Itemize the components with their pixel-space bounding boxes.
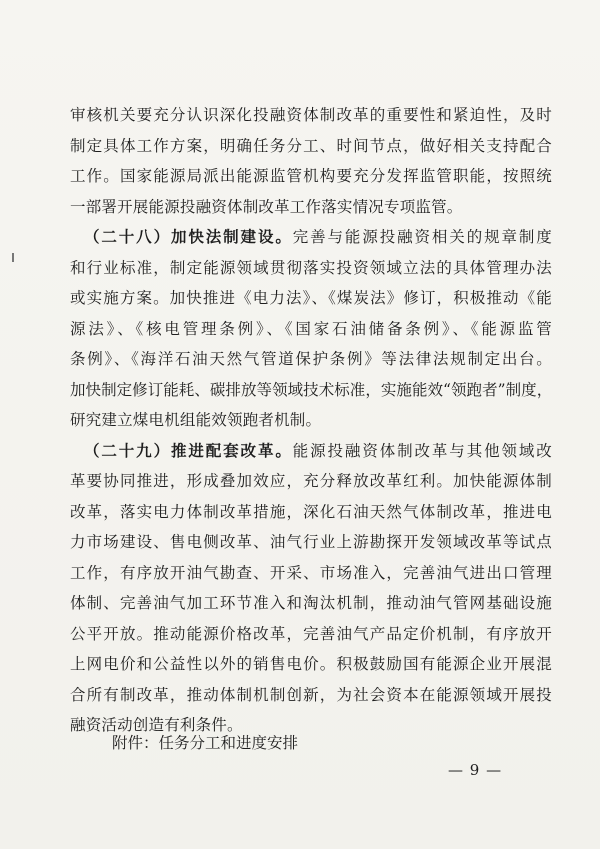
paragraph-3-line: 体制、完善油气加工环节准入和淘汰机制，推动油气管网基础设施: [70, 594, 552, 612]
paragraph-2-first-line: [70, 222, 552, 253]
paragraph-3-line: 合所有制改革，推动体制机制创新，为社会资本在能源领域开展投: [70, 685, 552, 704]
paragraph-3-line: 工作，有序放开油气勘查、开采、市场准入，完善油气进出口管理: [70, 563, 552, 582]
paragraph-2-line: 条例》、《海洋石油天然气管道保护条例》等法律法规制定出台。: [70, 350, 552, 368]
paragraph-2-line: 源法》、《核电管理条例》、《国家石油储备条例》、《能源监管: [70, 319, 552, 338]
paragraph-3-line: 改革，落实电力体制改革措施，深化石油天然气体制改革，推进电: [70, 502, 552, 521]
document-body: [70, 100, 552, 741]
paragraph-1-line: 一部署开展能源投融资体制改革工作落实情况专项监管。: [70, 197, 463, 216]
section-29-heading: （二十九）推进配套改革。: [84, 440, 293, 460]
scan-artifact: [12, 253, 14, 262]
paragraph-1-line: 工作。国家能源局派出能源监管机构要充分发挥监管职能，按照统: [70, 167, 552, 185]
section-28-heading: （二十八）加快法制建设。: [84, 227, 293, 246]
paragraph-2-line: 和行业标准，制定能源领域贯彻落实投资领域立法的具体管理办法: [70, 258, 552, 277]
paragraph-1-line: 审核机关要充分认识深化投融资体制改革的重要性和紧迫性，及时: [70, 106, 552, 124]
paragraph-2-line: 研究建立煤电机组能效领跑者机制。: [70, 411, 322, 429]
paragraph-2-line: 加快制定修订能耗、碳排放等领域技术标准，实施能效“领跑者”制度，: [70, 380, 552, 399]
paragraph-2-line: 或实施方案。加快推进《电力法》、《煤炭法》修订，积极推动《能: [70, 289, 552, 307]
paragraph-3-line: 力市场建设、售电侧改革、油气行业上游勘探开发领域改革等试点: [70, 533, 552, 551]
paragraph-3-line: 革要协同推进，形成叠加效应，充分释放改革红利。加快能源体制: [70, 472, 552, 490]
attachment-note: 附件：任务分工和进度安排: [112, 734, 299, 752]
paragraph-3-first-line: [70, 436, 552, 467]
paragraph-3-line: 融资活动创造有利条件。: [70, 716, 243, 734]
paragraph-2-line: 完善与能源投融资相关的规章制度: [292, 228, 552, 246]
paragraph-3-line: 能源投融资体制改革与其他领域改: [292, 441, 552, 460]
paragraph-1-line: 制定具体工作方案，明确任务分工、时间节点，做好相关支持配合: [70, 136, 552, 155]
page-number: — 9 —: [448, 761, 503, 779]
paragraph-3-line: 公平开放。推动能源价格改革，完善油气产品定价机制，有序放开: [70, 624, 552, 643]
paragraph-3-line: 上网电价和公益性以外的销售电价。积极鼓励国有能源企业开展混: [70, 655, 552, 673]
